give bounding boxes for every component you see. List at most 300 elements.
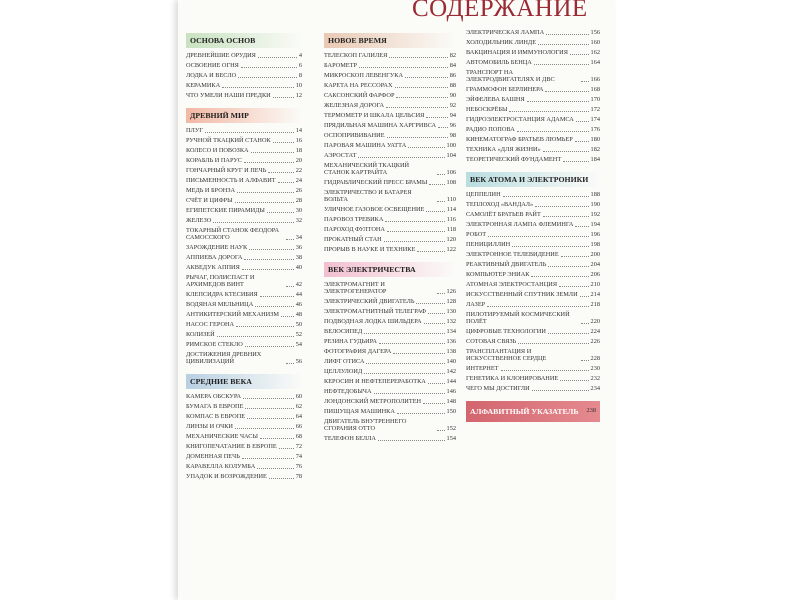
toc-entry-page: 132 xyxy=(446,318,456,325)
toc-entry-page: 64 xyxy=(295,413,302,420)
toc-entry-page: 4 xyxy=(298,52,302,59)
toc-entry[interactable] xyxy=(466,201,600,208)
toc-entry[interactable] xyxy=(324,408,456,415)
toc-entry-page: 86 xyxy=(449,72,456,79)
toc-entry-leader xyxy=(395,87,448,88)
toc-entry-leader xyxy=(260,296,294,297)
toc-entry-leader xyxy=(279,448,294,449)
toc-entry[interactable] xyxy=(466,211,600,218)
toc-section xyxy=(186,108,302,365)
section-heading: НОВОЕ ВРЕМЯ xyxy=(324,33,456,48)
toc-entry-title: КНИГОПЕЧАТАНИЕ В ЕВРОПЕ xyxy=(186,443,277,450)
toc-entry-leader xyxy=(428,313,444,314)
toc-entry-title: КАМЕРА ОБСКУРА xyxy=(186,393,242,400)
toc-entry[interactable] xyxy=(466,338,600,345)
toc-entry-leader xyxy=(389,57,447,58)
toc-entry[interactable] xyxy=(466,49,600,56)
toc-entry[interactable] xyxy=(186,341,302,348)
toc-entry[interactable] xyxy=(466,231,600,238)
toc-entry[interactable] xyxy=(324,358,456,365)
toc-entry-page: 38 xyxy=(295,254,302,261)
toc-entry-leader xyxy=(512,246,588,247)
toc-entry[interactable] xyxy=(186,453,302,460)
toc-entry-page: 66 xyxy=(295,423,302,430)
toc-column-3 xyxy=(466,29,600,431)
toc-entry-title: ДРЕВНЕЙШИЕ ОРУДИЯ xyxy=(186,52,256,59)
toc-entry-title: ЭЛЕКТРИЧЕСКАЯ ЛАМПА xyxy=(466,29,545,36)
toc-entry[interactable] xyxy=(186,72,302,79)
toc-entry-title: САМОЛЁТ БРАТЬЕВ РАЙТ xyxy=(466,211,541,218)
toc-entry-title: ИСКУССТВЕННЫЙ СПУТНИК ЗЕМЛИ xyxy=(466,291,578,298)
toc-entry-title: РОБОТ xyxy=(466,231,487,238)
section-heading: ВЕК ЭЛЕКТРИЧЕСТВА xyxy=(324,262,456,277)
toc-entry[interactable] xyxy=(186,177,302,184)
toc-entry-page: 126 xyxy=(446,288,456,295)
toc-entry[interactable] xyxy=(324,142,456,149)
toc-entry[interactable] xyxy=(466,261,600,268)
toc-entry[interactable] xyxy=(186,463,302,470)
toc-entry[interactable] xyxy=(466,86,600,93)
toc-entry-leader xyxy=(408,147,444,148)
toc-entry-page: 218 xyxy=(590,301,600,308)
toc-entry[interactable] xyxy=(324,236,456,243)
toc-entry[interactable] xyxy=(186,227,302,241)
toc-entry[interactable] xyxy=(324,338,456,345)
toc-entry[interactable] xyxy=(324,348,456,355)
toc-entry-leader xyxy=(387,137,448,138)
toc-entry-leader xyxy=(384,241,445,242)
toc-entry-title: ПИСЬМЕННОСТЬ И АЛФАВИТ xyxy=(186,177,276,184)
toc-entry-leader xyxy=(245,408,293,409)
toc-entry-page: 46 xyxy=(295,301,302,308)
toc-entry[interactable] xyxy=(466,59,600,66)
toc-entry-leader xyxy=(258,57,297,58)
section-heading-text: АЛФАВИТНЫЙ УКАЗАТЕЛЬ xyxy=(470,407,579,416)
toc-entry[interactable] xyxy=(186,291,302,298)
toc-entry-page: 100 xyxy=(446,142,456,149)
toc-entry-title: ЛОДКА И ВЕСЛО xyxy=(186,72,237,79)
toc-entry[interactable] xyxy=(186,244,302,251)
toc-entry-title: НЕФТЕДОБЫЧА xyxy=(324,388,372,395)
toc-entry-page: 30 xyxy=(295,207,302,214)
toc-entry[interactable] xyxy=(186,393,302,400)
toc-entry-title: КАРЕТА НА РЕССОРАХ xyxy=(324,82,393,89)
toc-entry-leader xyxy=(278,182,294,183)
toc-entry-leader xyxy=(237,192,294,193)
toc-entry-page: 136 xyxy=(446,338,456,345)
toc-entry-page: 234 xyxy=(590,385,600,392)
toc-entry-leader xyxy=(417,251,444,252)
toc-entry[interactable] xyxy=(324,308,456,315)
toc-entry-page: 138 xyxy=(446,348,456,355)
toc-entry-title: КОЛИЗЕЙ xyxy=(186,331,215,338)
toc-entry-leader xyxy=(364,373,444,374)
toc-entry-title: АЭРОСТАТ xyxy=(324,152,357,159)
toc-entry-leader xyxy=(260,438,294,439)
toc-entry[interactable] xyxy=(466,116,600,123)
toc-entry-leader xyxy=(543,216,589,217)
toc-entry-page: 204 xyxy=(590,261,600,268)
toc-entry[interactable] xyxy=(324,318,456,325)
toc-entry-title: ГИДРОЭЛЕКТРОСТАНЦИЯ АДАМСА xyxy=(466,116,574,123)
toc-entry[interactable] xyxy=(466,126,600,133)
toc-entry-title: ДОСТИЖЕНИЯ ДРЕВНИХ ЦИВИЛИЗАЦИЙ xyxy=(186,351,262,365)
toc-entry-title: БУМАГА В ЕВРОПЕ xyxy=(186,403,244,410)
toc-entry[interactable] xyxy=(186,167,302,174)
toc-entry[interactable] xyxy=(324,216,456,223)
toc-entry[interactable] xyxy=(186,311,302,318)
toc-entry-page: 16 xyxy=(295,137,302,144)
toc-entry-page: 62 xyxy=(295,403,302,410)
toc-entry[interactable] xyxy=(324,246,456,253)
toc-entry-leader xyxy=(429,184,444,185)
toc-section xyxy=(466,29,600,163)
toc-entry-page: 180 xyxy=(590,136,600,143)
toc-entry[interactable] xyxy=(186,331,302,338)
toc-entry[interactable] xyxy=(466,291,600,298)
toc-entry[interactable] xyxy=(186,217,302,224)
toc-entry-title: УПАДОК И ВОЗРОЖДЕНИЕ xyxy=(186,473,267,480)
toc-entry-page: 232 xyxy=(590,375,600,382)
toc-entry-title: КОЛЕСО И ПОВОЗКА xyxy=(186,147,249,154)
toc-entry-leader xyxy=(242,458,294,459)
toc-entry[interactable] xyxy=(466,106,600,113)
toc-entry-title: КЛЕПСИДРА КТЕСИБИЯ xyxy=(186,291,258,298)
toc-entry-leader xyxy=(235,428,294,429)
toc-entry-leader xyxy=(245,346,294,347)
toc-entry-leader xyxy=(501,370,589,371)
toc-entry[interactable] xyxy=(466,39,600,46)
toc-entry-page: 122 xyxy=(446,246,456,253)
toc-entry-title: КОМПАС В ЕВРОПЕ xyxy=(186,413,246,420)
section-heading: ДРЕВНИЙ МИР xyxy=(186,108,302,123)
toc-entry[interactable] xyxy=(186,274,302,288)
toc-entry[interactable] xyxy=(324,82,456,89)
toc-entry[interactable] xyxy=(324,281,456,295)
toc-entry-title: ПАРОВАЯ МАШИНА УАТТА xyxy=(324,142,407,149)
toc-entry-title: ТЕОРЕТИЧЕСКИЙ ФУНДАМЕНТ xyxy=(466,156,562,163)
toc-entry-page: 154 xyxy=(446,435,456,442)
toc-entry[interactable] xyxy=(466,311,600,325)
toc-entry-leader xyxy=(437,430,445,431)
toc-entry-title: ЭЛЕКТРОМАГНИТНЫЙ ТЕЛЕГРАФ xyxy=(324,308,427,315)
toc-entry[interactable] xyxy=(186,92,302,99)
toc-entry-page: 78 xyxy=(295,473,302,480)
toc-entry[interactable] xyxy=(186,147,302,154)
toc-entry[interactable] xyxy=(466,96,600,103)
toc-entry[interactable] xyxy=(466,136,600,143)
toc-entry-leader xyxy=(286,363,294,364)
toc-entry-title: ТРАНСПЛАНТАЦИЯ И ИСКУССТВЕННОЕ СЕРДЦЕ xyxy=(466,348,547,362)
toc-entry-leader xyxy=(538,44,588,45)
toc-entry[interactable] xyxy=(466,156,600,163)
toc-entry[interactable] xyxy=(324,398,456,405)
toc-entry-page: 228 xyxy=(590,355,600,362)
toc-entry-page: 156 xyxy=(590,29,600,36)
toc-entry-page: 68 xyxy=(295,433,302,440)
toc-entry[interactable] xyxy=(186,413,302,420)
toc-entry[interactable] xyxy=(324,206,456,213)
toc-entry[interactable] xyxy=(324,92,456,99)
toc-entry-title: ЭЛЕКТРОННАЯ ЛАМПА ФЛЕМИНГА xyxy=(466,221,574,228)
toc-entry-title: ТРАНСПОРТ НА ЭЛЕКТРОДВИГАТЕЛЯХ И ДВС xyxy=(466,69,555,83)
toc-entry[interactable] xyxy=(466,281,600,288)
toc-entry-leader xyxy=(217,336,294,337)
toc-entry-leader xyxy=(518,343,588,344)
toc-entry[interactable] xyxy=(324,72,456,79)
toc-entry[interactable] xyxy=(186,443,302,450)
toc-entry[interactable] xyxy=(186,254,302,261)
toc-entry-title: ПАРОВОЗ ТРЕВИКА xyxy=(324,216,384,223)
toc-entry-page: 44 xyxy=(295,291,302,298)
toc-entry-title: ГЕНЕТИКА И КЛОНИРОВАНИЕ xyxy=(466,375,559,382)
toc-entry-leader xyxy=(581,323,589,324)
toc-entry-title: ИНТЕРНЕТ xyxy=(466,365,499,372)
toc-entry-title: ТОКАРНЫЙ СТАНОК ФЕОДОРА САМОССКОГО xyxy=(186,227,280,241)
toc-entry[interactable] xyxy=(324,162,456,176)
toc-entry-page: 26 xyxy=(295,187,302,194)
toc-section xyxy=(186,374,302,480)
toc-entry[interactable] xyxy=(466,191,600,198)
toc-entry-page: 144 xyxy=(446,378,456,385)
toc-entry[interactable] xyxy=(186,433,302,440)
toc-entry[interactable] xyxy=(466,348,600,362)
toc-entry-page: 60 xyxy=(295,393,302,400)
toc-entry-page: 174 xyxy=(590,116,600,123)
toc-entry-page: 52 xyxy=(295,331,302,338)
toc-entry-leader xyxy=(358,157,444,158)
toc-entry-title: ВЕЛОСИПЕД xyxy=(324,328,363,335)
toc-entry-title: ФОТОГРАФИЯ ДАГЕРА xyxy=(324,348,392,355)
toc-entry-title: ЧЕГО МЫ ДОСТИГЛИ xyxy=(466,385,530,392)
toc-entry[interactable] xyxy=(324,52,456,59)
toc-entry-page: 162 xyxy=(590,49,600,56)
toc-entry[interactable] xyxy=(186,137,302,144)
toc-entry-leader xyxy=(267,212,294,213)
toc-entry[interactable] xyxy=(186,264,302,271)
toc-entry[interactable] xyxy=(186,321,302,328)
toc-entry-page: 150 xyxy=(446,408,456,415)
toc-entry[interactable] xyxy=(466,365,600,372)
toc-entry[interactable] xyxy=(186,52,302,59)
toc-entry[interactable] xyxy=(186,473,302,480)
toc-entry[interactable] xyxy=(324,112,456,119)
toc-entry[interactable] xyxy=(324,152,456,159)
toc-entry[interactable] xyxy=(186,62,302,69)
toc-entry[interactable] xyxy=(324,418,456,432)
toc-entry[interactable] xyxy=(324,102,456,109)
toc-entry[interactable] xyxy=(466,251,600,258)
toc-entry-leader xyxy=(374,393,445,394)
toc-entry-page: 194 xyxy=(590,221,600,228)
toc-entry-page: 74 xyxy=(295,453,302,460)
toc-entry-title: БАРОМЕТР xyxy=(324,62,358,69)
toc-entry[interactable] xyxy=(186,197,302,204)
toc-entry-title: ВАКЦИНАЦИЯ И ИММУНОЛОГИЯ xyxy=(466,49,568,56)
toc-entry-page: 220 xyxy=(590,318,600,325)
toc-entry-title: ХОЛОДИЛЬНИК ЛИНДЕ xyxy=(466,39,537,46)
toc-entry-leader xyxy=(257,468,293,469)
toc-entry-title: САКСОНСКИЙ ФАРФОР xyxy=(324,92,395,99)
toc-entry[interactable] xyxy=(324,189,456,203)
toc-entry-leader xyxy=(366,363,444,364)
toc-entry[interactable] xyxy=(324,328,456,335)
toc-entry-leader xyxy=(487,306,588,307)
toc-entry-title: ДВИГАТЕЛЬ ВНУТРЕННЕГО СГОРАНИЯ ОТТО xyxy=(324,418,407,432)
toc-entry[interactable] xyxy=(466,29,600,36)
toc-entry-leader xyxy=(559,286,589,287)
toc-entry-page: 118 xyxy=(446,226,456,233)
toc-entry[interactable] xyxy=(186,403,302,410)
toc-entry-title: РАДИО ПОПОВА xyxy=(466,126,515,133)
toc-entry-page: 120 xyxy=(446,236,456,243)
toc-entry-page: 54 xyxy=(295,341,302,348)
toc-entry-page: 230 xyxy=(590,365,600,372)
toc-entry-title: СЧЁТ И ЦИФРЫ xyxy=(186,197,233,204)
toc-entry[interactable] xyxy=(186,127,302,134)
toc-entry-leader xyxy=(527,101,589,102)
toc-entry[interactable] xyxy=(324,298,456,305)
toc-entry-leader xyxy=(532,390,589,391)
toc-entry-leader xyxy=(386,107,448,108)
toc-entry[interactable] xyxy=(186,301,302,308)
page-title: СОДЕРЖАНИЕ xyxy=(412,0,588,22)
toc-entry-title: ЭЛЕКТРИЧЕСТВО И БАТАРЕЯ ВОЛЬТА xyxy=(324,189,412,203)
toc-entry-leader xyxy=(545,91,588,92)
toc-entry-leader xyxy=(251,152,294,153)
toc-entry[interactable] xyxy=(186,187,302,194)
toc-entry-leader xyxy=(581,81,589,82)
toc-entry-title: ЭЙФЕЛЕВА БАШНЯ xyxy=(466,96,525,103)
toc-entry-title: ГРАММОФОН БЕРЛИНЕРА xyxy=(466,86,544,93)
toc-entry-leader xyxy=(575,141,589,142)
toc-entry-title: ЖЕЛЕЗНАЯ ДОРОГА xyxy=(324,102,385,109)
toc-entry-title: ПЛУГ xyxy=(186,127,203,134)
toc-entry[interactable] xyxy=(186,351,302,365)
toc-entry-page: 168 xyxy=(590,86,600,93)
toc-entry-page: 6 xyxy=(298,62,302,69)
toc-column-2 xyxy=(324,33,456,451)
toc-entry[interactable] xyxy=(466,241,600,248)
toc-entry-page: 48 xyxy=(295,311,302,318)
toc-entry-leader xyxy=(269,478,294,479)
toc-entry-leader xyxy=(437,174,445,175)
toc-entry-title: МИКРОСКОП ЛЕВЕНГУКА xyxy=(324,72,404,79)
toc-entry-page: 140 xyxy=(446,358,456,365)
toc-entry-title: ТЕЛЕФОН БЕЛЛА xyxy=(324,435,376,442)
toc-entry-title: ПОДВОДНАЯ ЛОДКА ШИЛЬДЕРА xyxy=(324,318,422,325)
toc-entry-title: АТОМНАЯ ЭЛЕКТРОСТАНЦИЯ xyxy=(466,281,558,288)
toc-entry[interactable] xyxy=(324,132,456,139)
toc-entry-leader xyxy=(563,161,588,162)
toc-section xyxy=(466,172,600,392)
toc-entry[interactable] xyxy=(466,328,600,335)
toc-entry[interactable] xyxy=(186,423,302,430)
toc-entry-page: 92 xyxy=(449,102,456,109)
toc-entry[interactable] xyxy=(324,435,456,442)
toc-entry-title: ТЕПЛОХОД «ВАНДАЛ» xyxy=(466,201,534,208)
toc-entry-page: 116 xyxy=(446,216,456,223)
toc-entry-leader xyxy=(570,54,589,55)
toc-entry[interactable] xyxy=(186,82,302,89)
toc-entry-title: НАСОС ГЕРОНА xyxy=(186,321,235,328)
toc-entry-leader xyxy=(396,97,447,98)
toc-entry-title: ЦЕЛЛУЛОИД xyxy=(324,368,363,375)
toc-entry-leader xyxy=(235,202,294,203)
toc-entry-leader xyxy=(387,231,445,232)
toc-entry[interactable] xyxy=(324,378,456,385)
toc-entry-page: 20 xyxy=(295,157,302,164)
toc-entry-leader xyxy=(548,333,589,334)
toc-entry-leader xyxy=(255,306,293,307)
toc-entry-page: 130 xyxy=(446,308,456,315)
toc-entry-title: ПЕНИЦИЛЛИН xyxy=(466,241,511,248)
toc-entry-page: 8 xyxy=(298,72,302,79)
toc-entry-leader xyxy=(273,142,294,143)
toc-entry-page: 72 xyxy=(295,443,302,450)
toc-entry[interactable] xyxy=(186,207,302,214)
toc-column-1 xyxy=(186,33,302,489)
toc-entry-leader xyxy=(426,211,444,212)
toc-entry-title: НЕБОСКРЁБЫ xyxy=(466,106,508,113)
toc-entry[interactable] xyxy=(186,157,302,164)
toc-section xyxy=(324,262,456,442)
toc-entry-page: 96 xyxy=(449,122,456,129)
toc-entry[interactable] xyxy=(466,69,600,83)
toc-entry[interactable] xyxy=(466,221,600,228)
toc-entry[interactable] xyxy=(466,146,600,153)
toc-entry-leader xyxy=(236,326,294,327)
toc-entry-leader xyxy=(364,333,444,334)
toc-entry[interactable] xyxy=(324,122,456,129)
toc-entry[interactable] xyxy=(324,179,456,186)
toc-entry-page: 152 xyxy=(446,425,456,432)
toc-entry-page: 192 xyxy=(590,211,600,218)
toc-entry-page: 148 xyxy=(446,398,456,405)
toc-entry-title: ЛИФТ ОТИСА xyxy=(324,358,365,365)
toc-entry-page: 172 xyxy=(590,106,600,113)
toc-entry[interactable] xyxy=(466,271,600,278)
toc-entry-leader xyxy=(393,353,444,354)
toc-entry-page: 94 xyxy=(449,112,456,119)
toc-entry[interactable] xyxy=(466,375,600,382)
toc-entry[interactable] xyxy=(324,62,456,69)
toc-entry-title: ЖЕЛЕЗО xyxy=(186,217,212,224)
toc-entry-page: 114 xyxy=(446,206,456,213)
toc-entry-page: 176 xyxy=(590,126,600,133)
section-heading-page: 238 xyxy=(586,407,596,414)
toc-entry-title: МЕХАНИЧЕСКИЕ ЧАСЫ xyxy=(186,433,258,440)
toc-entry[interactable] xyxy=(324,226,456,233)
toc-entry-title: ЛАЗЕР xyxy=(466,301,486,308)
toc-entry-leader xyxy=(426,117,447,118)
toc-entry-title: ЕГИПЕТСКИЕ ПИРАМИДЫ xyxy=(186,207,265,214)
toc-entry[interactable] xyxy=(324,368,456,375)
toc-entry-page: 84 xyxy=(449,62,456,69)
toc-entry-page: 184 xyxy=(590,156,600,163)
toc-entry-page: 198 xyxy=(590,241,600,248)
toc-entry-title: ТЕХНИКА «ДЛЯ ЖИЗНИ» xyxy=(466,146,541,153)
toc-entry-page: 28 xyxy=(295,197,302,204)
toc-entry[interactable] xyxy=(466,301,600,308)
toc-entry-page: 206 xyxy=(590,271,600,278)
toc-entry-leader xyxy=(241,67,297,68)
toc-entry[interactable] xyxy=(466,385,600,392)
toc-entry[interactable] xyxy=(324,388,456,395)
toc-entry-leader xyxy=(205,132,294,133)
toc-entry-page: 170 xyxy=(590,96,600,103)
toc-entry-leader xyxy=(503,196,589,197)
